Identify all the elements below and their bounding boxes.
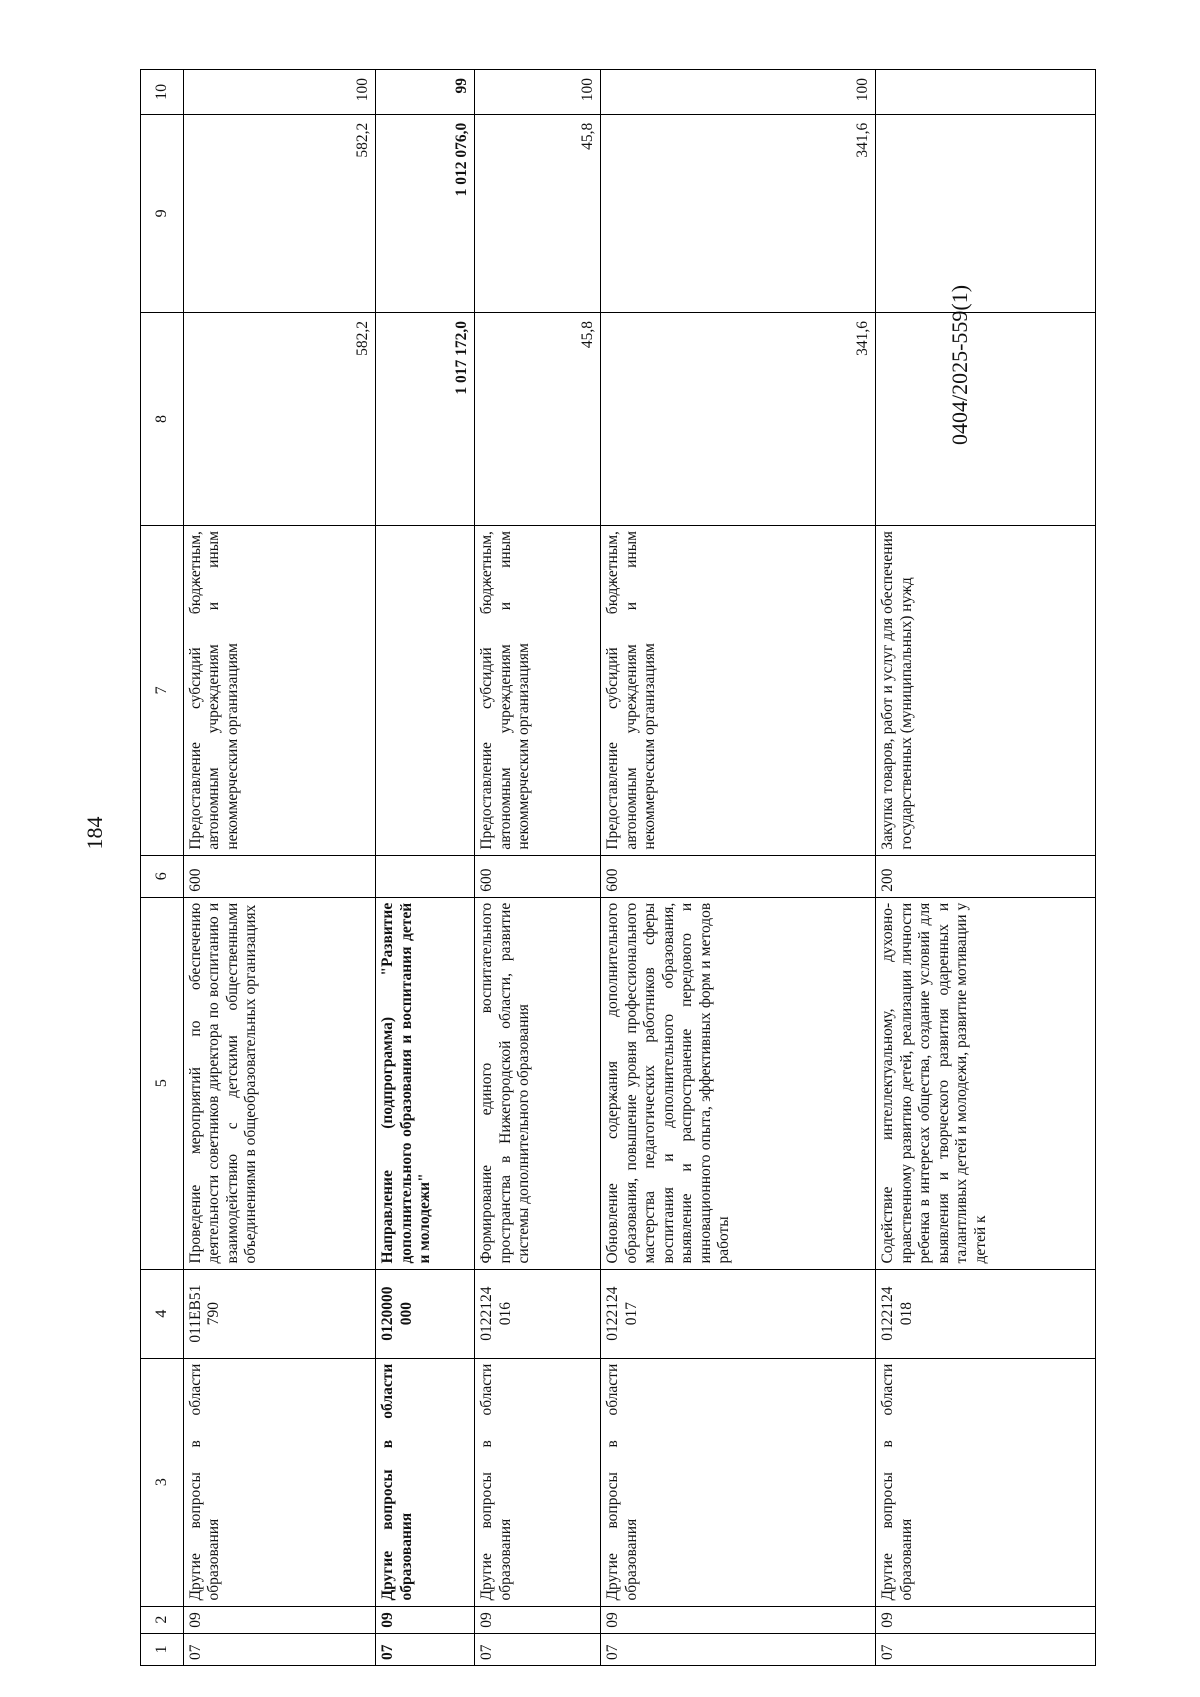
column-header: 10 <box>141 70 184 115</box>
executed-amount: 45,8 <box>475 114 601 312</box>
column-header: 4 <box>141 1269 184 1358</box>
section-code: 07 <box>601 1633 876 1665</box>
section-name: Другие вопросы в области образования <box>376 1358 475 1606</box>
expense-type-code: 200 <box>876 855 1096 897</box>
expense-type-name: Закупка товаров, работ и услуг для обеспечения государственных (муниципальных) нужд <box>876 526 1096 856</box>
target-article-code: 0122124 018 <box>876 1269 1096 1358</box>
target-article-code: 0122124 017 <box>601 1269 876 1358</box>
column-header: 6 <box>141 855 184 897</box>
expense-type-code: 600 <box>475 855 601 897</box>
expense-type-name <box>376 526 475 856</box>
budget-table-container <box>140 69 1096 1666</box>
executed-amount: 582,2 <box>183 114 375 312</box>
approved-amount: 341,6 <box>601 312 876 525</box>
table-row <box>601 70 876 1666</box>
expense-type-name: Предоставление субсидий бюджетным, автономным учреждениям и иным некоммерческим организациям <box>601 526 876 856</box>
target-article-name: Формирование единого воспитательного пространства в Нижегородской области, развитие системы дополнительного образования <box>475 897 601 1269</box>
approved-amount <box>876 312 1096 525</box>
executed-amount: 341,6 <box>601 114 876 312</box>
target-article-code: 0122124 016 <box>475 1269 601 1358</box>
target-article-name: Содействие интеллектуальному, духовно-нравственному развитию детей, реализации личности ребенка в интересах общества, создание условий для выявления и творческого развития одаренных и талантливых детей и молодежи, развитие мотивации у детей к <box>876 897 1096 1269</box>
section-code: 07 <box>876 1633 1096 1665</box>
approved-amount: 45,8 <box>475 312 601 525</box>
budget-table <box>140 69 1096 1666</box>
target-article-name: Направление (подпрограмма) "Развитие дополнительного образования и воспитания детей и молодежи" <box>376 897 475 1269</box>
execution-percent: 99 <box>376 70 475 115</box>
execution-percent: 100 <box>183 70 375 115</box>
document-id: 0404/2025-559(1) <box>947 284 972 446</box>
table-row <box>376 70 475 1666</box>
execution-percent <box>876 70 1096 115</box>
approved-amount: 1 017 172,0 <box>376 312 475 525</box>
table-header-row <box>141 70 184 1666</box>
subsection-code: 09 <box>876 1606 1096 1633</box>
subsection-code: 09 <box>376 1606 475 1633</box>
column-header: 8 <box>141 312 184 525</box>
column-header: 9 <box>141 114 184 312</box>
subsection-code: 09 <box>601 1606 876 1633</box>
target-article-name: Проведение мероприятий по обеспечению деятельности советников директора по воспитанию и взаимодействию с детскими общественными объединениями в общеобразовательных организациях <box>183 897 375 1269</box>
executed-amount <box>876 114 1096 312</box>
executed-amount: 1 012 076,0 <box>376 114 475 312</box>
target-article-code: 0120000 000 <box>376 1269 475 1358</box>
column-header: 1 <box>141 1633 184 1665</box>
section-name: Другие вопросы в области образования <box>876 1358 1096 1606</box>
expense-type-code: 600 <box>601 855 876 897</box>
column-header: 3 <box>141 1358 184 1606</box>
column-header: 7 <box>141 526 184 856</box>
section-code: 07 <box>183 1633 375 1665</box>
expense-type-code: 600 <box>183 855 375 897</box>
section-code: 07 <box>475 1633 601 1665</box>
subsection-code: 09 <box>475 1606 601 1633</box>
target-article-code: 011EB51 790 <box>183 1269 375 1358</box>
execution-percent: 100 <box>475 70 601 115</box>
section-name: Другие вопросы в области образования <box>475 1358 601 1606</box>
target-article-name: Обновление содержания дополнительного образования, повышение уровня профессионального мастерства педагогических работников сферы воспитания и дополнительного образования, выявление и распространение передового и инновационного опыта, эффективных форм и методов работы <box>601 897 876 1269</box>
expense-type-code <box>376 855 475 897</box>
section-name: Другие вопросы в области образования <box>183 1358 375 1606</box>
table-row <box>876 70 1096 1666</box>
approved-amount: 582,2 <box>183 312 375 525</box>
section-name: Другие вопросы в области образования <box>601 1358 876 1606</box>
section-code: 07 <box>376 1633 475 1665</box>
subsection-code: 09 <box>183 1606 375 1633</box>
page-number: 184 <box>82 816 107 850</box>
table-row <box>183 70 375 1666</box>
column-header: 2 <box>141 1606 184 1633</box>
expense-type-name: Предоставление субсидий бюджетным, автономным учреждениям и иным некоммерческим организациям <box>183 526 375 856</box>
column-header: 5 <box>141 897 184 1269</box>
expense-type-name: Предоставление субсидий бюджетным, автономным учреждениям и иным некоммерческим организациям <box>475 526 601 856</box>
table-row <box>475 70 601 1666</box>
execution-percent: 100 <box>601 70 876 115</box>
